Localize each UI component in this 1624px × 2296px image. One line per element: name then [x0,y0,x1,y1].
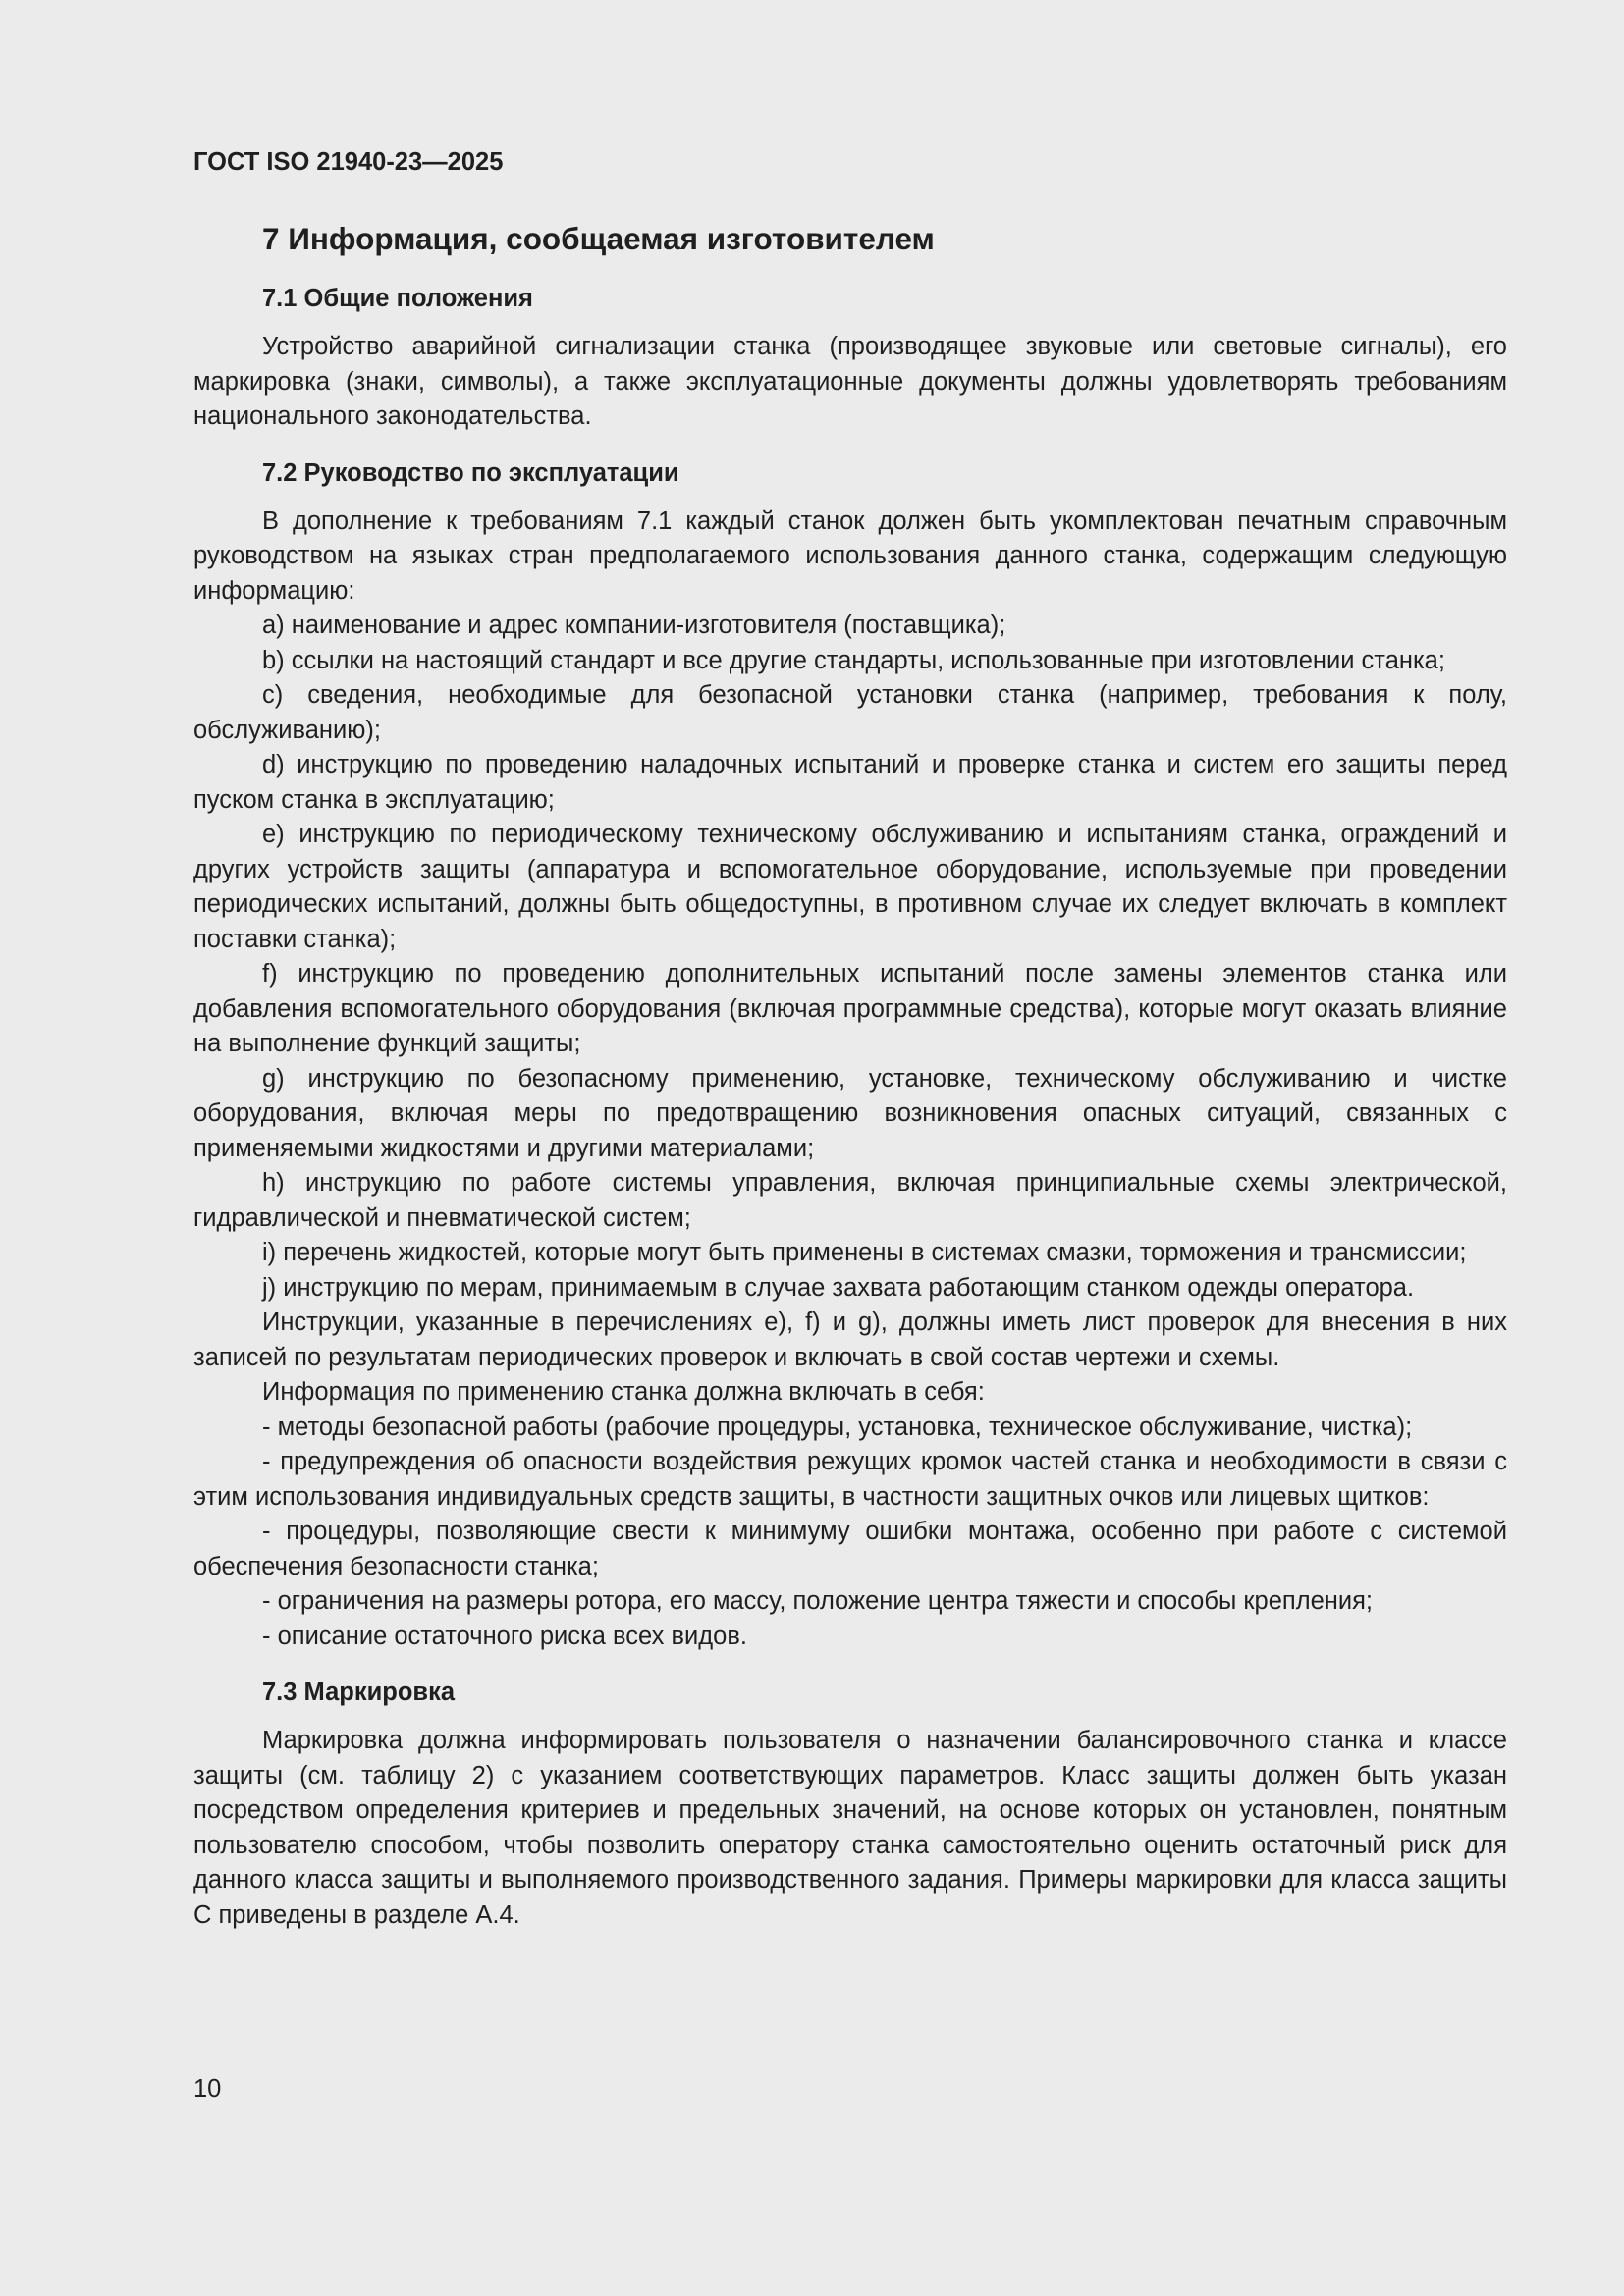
list-item-b: b) ссылки на настоящий стандарт и все другие стандарты, использованные при изготовлении станка; [262,646,1445,674]
dash-item-2: - предупреждения об опасности воздействия режущих кромок частей станка и необходимости в связи с этим использования индивидуальных средств защиты, в частности защитных очков или лицевых щитков: [193,1448,1507,1511]
document-code: ГОСТ ISO 21940-23—2025 [193,148,504,176]
list-item-i: i) перечень жидкостей, которые могут быть применены в системах смазки, торможения и трансмиссии; [262,1239,1467,1266]
dash-item-3: - процедуры, позволяющие свести к минимуму ошибки монтажа, особенно при работе с системой обеспечения безопасности станка; [193,1518,1507,1580]
list-item-h: h) инструкцию по работе системы управления, включая принципиальные схемы электрической, гидравлической и пневматической систем; [193,1169,1507,1232]
instructions-note: Инструкции, указанные в перечислениях e), f) и g), должны иметь лист проверок для внесения в них записей по результатам периодических проверок и включать в свой состав чертежи и схемы. [193,1308,1507,1371]
subsection-7-3-paragraph: Маркировка должна информировать пользователя о назначении балансировочного станка и классе защиты (см. таблицу 2) с указанием соответствующих параметров. Класс защиты должен быть указан посредством определения критериев и предельных значений, на основе которых он установлен, понятным пользователю способом, чтобы позволить оператору станка самостоятельно оценить остаточный риск для данного класса защиты и выполняемого производственного задания. Примеры маркировки для класса защиты С приведены в разделе А.4. [193,1727,1507,1929]
section-7-title: 7 Информация, сообщаемая изготовителем [262,221,935,256]
list-item-a: a) наименование и адрес компании-изготовителя (поставщика); [262,612,1006,639]
dash-item-4: - ограничения на размеры ротора, его массу, положение центра тяжести и способы крепления; [262,1587,1373,1615]
subsection-7-2-intro: В дополнение к требованиям 7.1 каждый станок должен быть укомплектован печатным справочным руководством на языках стран предполагаемого использования данного станка, содержащим следующую информацию: [193,507,1507,605]
list-item-g: g) инструкцию по безопасному применению, установке, техническому обслуживанию и чистке оборудования, включая меры по предотвращению возникновения опасных ситуаций, связанных с применяемыми жидкостями и другими материалами; [193,1064,1507,1162]
list-item-e: e) инструкцию по периодическому техническому обслуживанию и испытаниям станка, ограждений и других устройств защиты (аппаратура и вспомогательное оборудование, используемые при проведении периодических испытаний, должны быть общедоступны, в противном случае их следует включать в комплект поставки станка); [193,821,1507,953]
dash-item-1: - методы безопасной работы (рабочие процедуры, установка, техническое обслуживание, чистка); [262,1413,1413,1441]
page-number: 10 [193,2075,222,2103]
list-item-f: f) инструкцию по проведению дополнительных испытаний после замены элементов станка или добавления вспомогательного оборудования (включая программные средства), которые могут оказать влияние на выполнение функций защиты; [193,960,1507,1057]
document-page [193,145,1507,1933]
dash-item-5: - описание остаточного риска всех видов. [262,1622,747,1650]
subsection-7-1-paragraph: Устройство аварийной сигнализации станка (производящее звуковые или световые сигналы), его маркировка (знаки, символы), а также эксплуатационные документы должны удовлетворять требованиям национального законодательства. [193,333,1507,430]
subsection-7-2-title: 7.2 Руководство по эксплуатации [262,458,679,487]
list-item-d: d) инструкцию по проведению наладочных испытаний и проверке станка и систем его защиты перед пуском станка в эксплуатацию; [193,751,1507,814]
list-item-c: c) сведения, необходимые для безопасной установки станка (например, требования к полу, обслуживанию); [193,681,1507,744]
list-item-j: j) инструкцию по мерам, принимаемым в случае захвата работающим станком одежды оператора. [262,1273,1415,1302]
subsection-7-1-title: 7.1 Общие положения [262,285,533,312]
application-info-intro: Информация по применению станка должна включать в себя: [262,1378,985,1406]
subsection-7-3-title: 7.3 Маркировка [262,1679,456,1706]
